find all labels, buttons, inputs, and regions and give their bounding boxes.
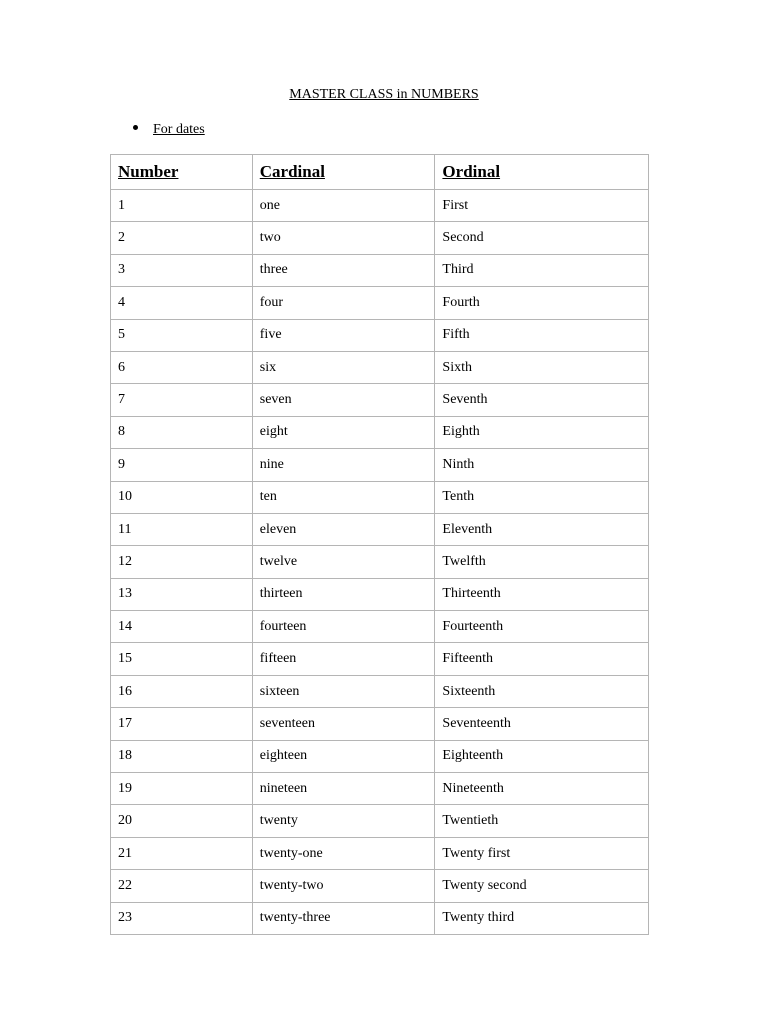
table-row [111, 222, 649, 254]
cell-cardinal: eight [252, 416, 435, 448]
header-cardinal: Cardinal [252, 155, 435, 190]
cell-number: 4 [111, 287, 253, 319]
cell-ordinal: Fourteenth [435, 611, 649, 643]
cell-cardinal: fourteen [252, 611, 435, 643]
header-ordinal: Ordinal [435, 155, 649, 190]
cell-ordinal: Twenty second [435, 870, 649, 902]
numbers-table [110, 154, 649, 935]
cell-ordinal: Twentieth [435, 805, 649, 837]
cell-number: 16 [111, 675, 253, 707]
cell-number: 8 [111, 416, 253, 448]
cell-ordinal: Seventeenth [435, 708, 649, 740]
cell-cardinal: eighteen [252, 740, 435, 772]
cell-number: 14 [111, 611, 253, 643]
cell-number: 18 [111, 740, 253, 772]
cell-cardinal: twenty-two [252, 870, 435, 902]
cell-cardinal: fifteen [252, 643, 435, 675]
cell-cardinal: twenty-one [252, 837, 435, 869]
table-row [111, 611, 649, 643]
table-row [111, 870, 649, 902]
cell-number: 12 [111, 546, 253, 578]
cell-ordinal: Tenth [435, 481, 649, 513]
cell-number: 1 [111, 190, 253, 222]
cell-number: 23 [111, 902, 253, 934]
table-row [111, 740, 649, 772]
cell-number: 17 [111, 708, 253, 740]
table-row [111, 805, 649, 837]
cell-cardinal: two [252, 222, 435, 254]
cell-cardinal: twenty-three [252, 902, 435, 934]
table-header-row [111, 155, 649, 190]
table-row [111, 513, 649, 545]
bullet-item [133, 121, 205, 139]
table-row [111, 546, 649, 578]
cell-ordinal: Eighth [435, 416, 649, 448]
cell-cardinal: twenty [252, 805, 435, 837]
table-row [111, 287, 649, 319]
cell-ordinal: Twelfth [435, 546, 649, 578]
cell-number: 2 [111, 222, 253, 254]
table-row [111, 384, 649, 416]
cell-ordinal: Ninth [435, 449, 649, 481]
cell-cardinal: seven [252, 384, 435, 416]
cell-ordinal: Twenty first [435, 837, 649, 869]
cell-ordinal: Twenty third [435, 902, 649, 934]
document-title: MASTER CLASS in NUMBERS [289, 87, 479, 102]
table-row [111, 319, 649, 351]
bullet-text: For dates [153, 122, 205, 137]
cell-number: 5 [111, 319, 253, 351]
cell-number: 13 [111, 578, 253, 610]
cell-ordinal: First [435, 190, 649, 222]
cell-ordinal: Seventh [435, 384, 649, 416]
cell-cardinal: five [252, 319, 435, 351]
cell-ordinal: Eleventh [435, 513, 649, 545]
cell-ordinal: Sixth [435, 351, 649, 383]
table-row [111, 643, 649, 675]
cell-ordinal: Sixteenth [435, 675, 649, 707]
cell-number: 9 [111, 449, 253, 481]
cell-cardinal: thirteen [252, 578, 435, 610]
table-body [111, 190, 649, 935]
cell-cardinal: nine [252, 449, 435, 481]
table-row [111, 190, 649, 222]
cell-cardinal: seventeen [252, 708, 435, 740]
cell-cardinal: one [252, 190, 435, 222]
cell-cardinal: three [252, 254, 435, 286]
table-row [111, 773, 649, 805]
table-row [111, 351, 649, 383]
cell-number: 11 [111, 513, 253, 545]
cell-ordinal: Second [435, 222, 649, 254]
cell-number: 21 [111, 837, 253, 869]
cell-ordinal: Fourth [435, 287, 649, 319]
bullet-icon [133, 125, 138, 130]
table-row [111, 902, 649, 934]
table-row [111, 708, 649, 740]
cell-ordinal: Fifteenth [435, 643, 649, 675]
cell-cardinal: six [252, 351, 435, 383]
header-number: Number [111, 155, 253, 190]
cell-number: 7 [111, 384, 253, 416]
cell-cardinal: four [252, 287, 435, 319]
cell-number: 22 [111, 870, 253, 902]
table-row [111, 481, 649, 513]
cell-ordinal: Fifth [435, 319, 649, 351]
table-row [111, 578, 649, 610]
cell-cardinal: eleven [252, 513, 435, 545]
cell-cardinal: sixteen [252, 675, 435, 707]
cell-ordinal: Eighteenth [435, 740, 649, 772]
cell-cardinal: nineteen [252, 773, 435, 805]
table-row [111, 254, 649, 286]
table-row [111, 416, 649, 448]
table-row [111, 837, 649, 869]
cell-number: 15 [111, 643, 253, 675]
cell-number: 6 [111, 351, 253, 383]
cell-ordinal: Nineteenth [435, 773, 649, 805]
table-row [111, 449, 649, 481]
cell-number: 20 [111, 805, 253, 837]
cell-number: 3 [111, 254, 253, 286]
cell-ordinal: Thirteenth [435, 578, 649, 610]
cell-number: 19 [111, 773, 253, 805]
table-row [111, 675, 649, 707]
cell-cardinal: ten [252, 481, 435, 513]
cell-ordinal: Third [435, 254, 649, 286]
cell-cardinal: twelve [252, 546, 435, 578]
cell-number: 10 [111, 481, 253, 513]
